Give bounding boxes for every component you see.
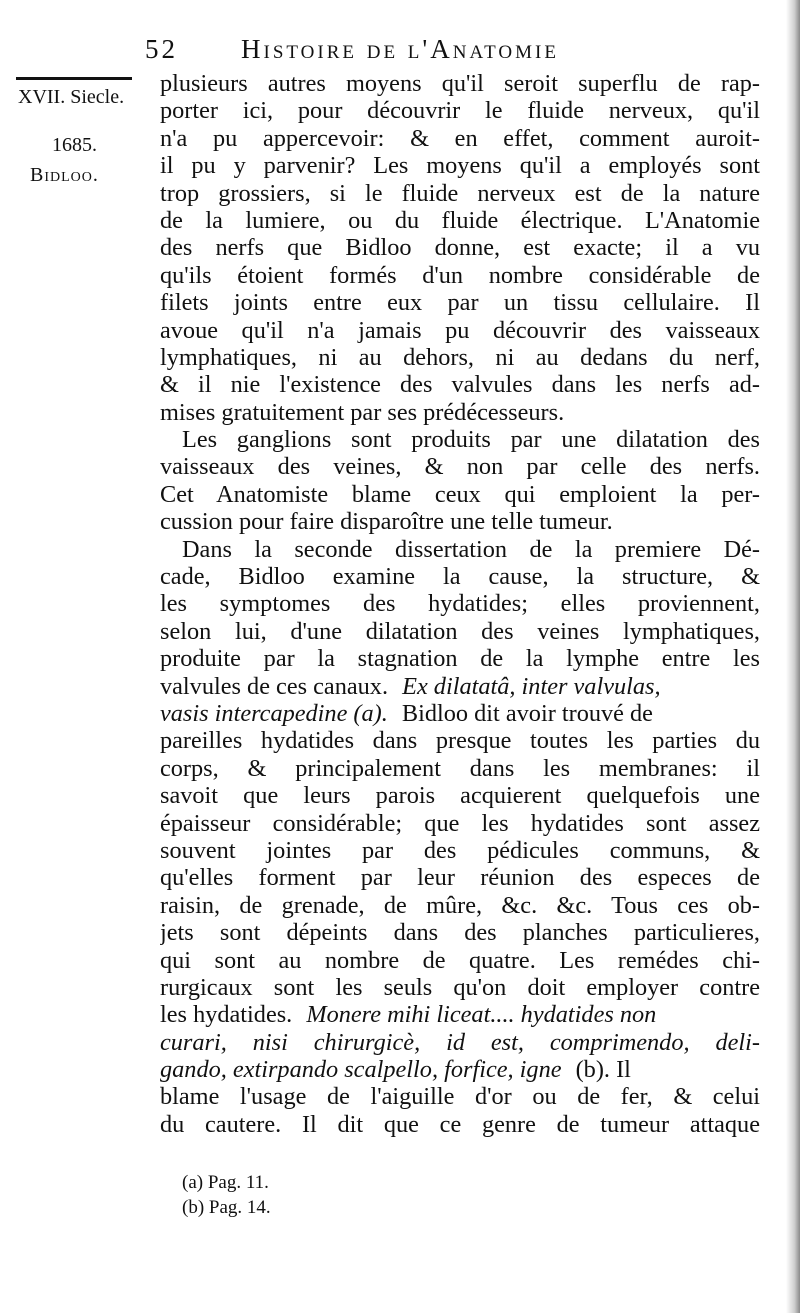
page-edge-shadow [786, 0, 800, 1313]
body-text [160, 70, 760, 1138]
running-head [145, 34, 755, 70]
text-line: qu'ils étoient formés d'un nombre considérable de [160, 261, 760, 289]
text-line: filets joints entre eux par un tissu cellulaire. Il [160, 289, 760, 317]
text-line: corps, & principalement dans les membranes: il [160, 754, 760, 782]
footnote-a: (a) Pag. 11. [182, 1172, 269, 1193]
text-line: savoit que leurs parois acquierent quelquefois une [160, 782, 760, 810]
text-line: Cet Anatomiste blame ceux qui emploient la per- [160, 480, 760, 508]
text-line: qui sont au nombre de quatre. Les remédes chi- [160, 946, 760, 974]
text-line: lymphatiques, ni au dehors, ni au dedans du nerf, [160, 343, 760, 371]
text-line: trop grossiers, si le fluide nerveux est de la nature [160, 179, 760, 207]
latin-quote: Ex dilatatâ, inter valvulas, [402, 672, 661, 700]
text-line: vaisseaux des veines, & non par celle des nerfs. [160, 453, 760, 481]
text-line [160, 1056, 760, 1083]
latin-quote: gando, extirpando scalpello, forfice, igne [160, 1056, 562, 1084]
text-line: épaisseur considérable; que les hydatides sont assez [160, 809, 760, 837]
text-segment: valvules de ces canaux. [160, 672, 389, 700]
text-line: raisin, de grenade, de mûre, &c. &c. Tous ces ob- [160, 891, 760, 919]
text-line: des nerfs que Bidloo donne, est exacte; il a vu [160, 234, 760, 262]
text-segment: (b). Il [575, 1056, 631, 1084]
text-line: souvent jointes par des pédicules communs, & [160, 836, 760, 864]
text-line: pareilles hydatides dans presque toutes les parties du [160, 727, 760, 755]
text-line: mises gratuitement par ses prédécesseurs. [160, 398, 565, 426]
text-segment: Bidloo dit avoir trouvé de [401, 699, 653, 727]
latin-quote: vasis intercapedine (a). [160, 699, 388, 727]
text-line: produite par la stagnation de la lymphe entre les [160, 645, 760, 673]
text-line: n'a pu appercevoir: & en effet, comment auroit- [160, 124, 760, 152]
margin-rule [16, 77, 132, 80]
margin-name: Bidloo. [30, 164, 99, 186]
text-line: selon lui, d'une dilatation des veines lymphatiques, [160, 617, 760, 645]
text-line: qu'elles forment par leur réunion des especes de [160, 864, 760, 892]
latin-quote-line: curari, nisi chirurgicè, id est, comprimendo, deli- [160, 1028, 760, 1056]
margin-year: 1685. [52, 134, 97, 156]
running-title: Histoire de l'Anatomie [241, 34, 559, 64]
text-line [160, 673, 760, 700]
text-line: cussion pour faire disparoître une telle tumeur. [160, 508, 613, 536]
text-line: & il nie l'existence des valvules dans les nerfs ad- [160, 371, 760, 399]
text-line [160, 1001, 760, 1028]
text-line: jets sont dépeints dans des planches particulieres, [160, 919, 760, 947]
text-line: il pu y parvenir? Les moyens qu'il a employés sont [160, 152, 760, 180]
text-line [160, 700, 760, 727]
text-line: Les ganglions sont produits par une dilatation des [182, 426, 760, 454]
text-line: cade, Bidloo examine la cause, la structure, & [160, 563, 760, 591]
text-line: avoue qu'il n'a jamais pu découvrir des vaisseaux [160, 316, 760, 344]
text-segment: les hydatides. [160, 1001, 293, 1029]
text-line: Dans la seconde dissertation de la premiere Dé- [182, 535, 760, 563]
text-line: les symptomes des hydatides; elles proviennent, [160, 590, 760, 618]
latin-quote: Monere mihi liceat.... hydatides non [306, 1001, 657, 1029]
text-line: de la lumiere, ou du fluide électrique. L'Anatomie [160, 206, 760, 234]
text-line: blame l'usage de l'aiguille d'or ou de fer, & celui [160, 1083, 760, 1111]
text-line: porter ici, pour découvrir le fluide nerveux, qu'il [160, 97, 760, 125]
page-number: 52 [145, 34, 178, 64]
footnote-b: (b) Pag. 14. [182, 1197, 271, 1218]
text-line: plusieurs autres moyens qu'il seroit superflu de rap- [160, 70, 760, 97]
footnotes [182, 1170, 271, 1220]
margin-century: XVII. Siecle. [18, 86, 125, 108]
text-line: du cautere. Il dit que ce genre de tumeur attaque [160, 1110, 760, 1138]
text-line: rurgicaux sont les seuls qu'on doit employer contre [160, 973, 760, 1001]
